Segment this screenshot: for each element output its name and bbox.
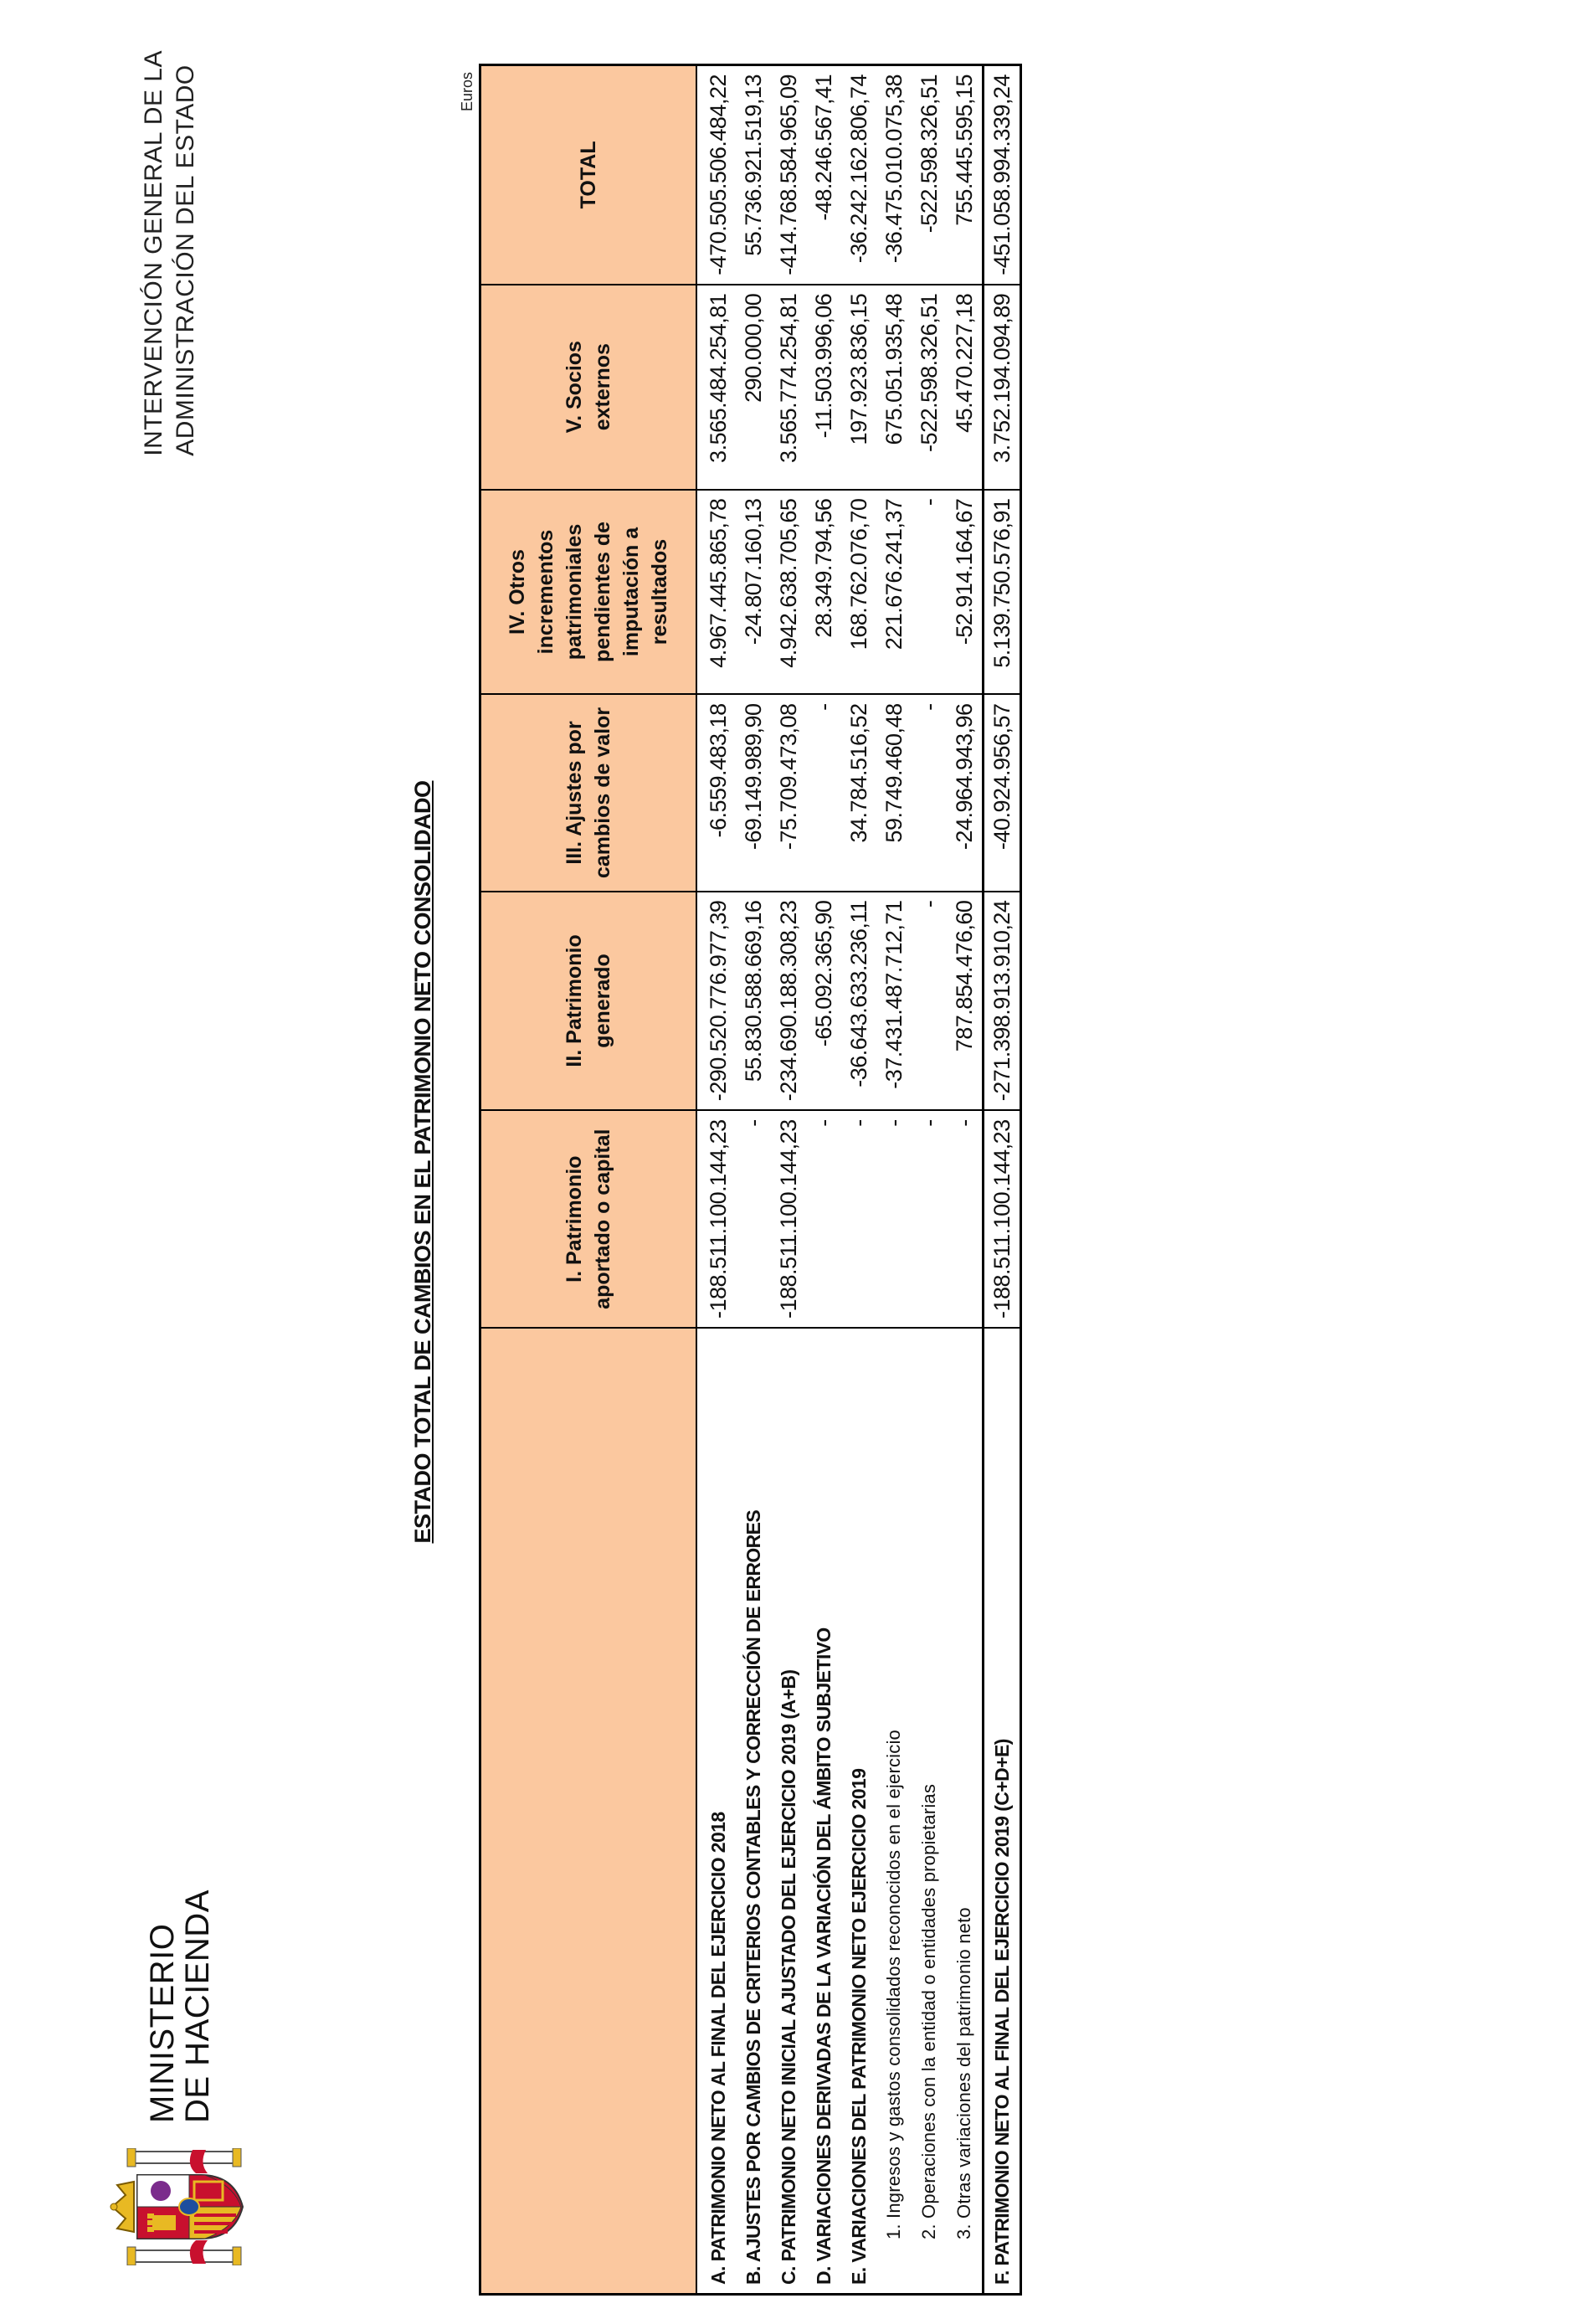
agency-line-1: INTERVENCIÓN GENERAL DE LA	[140, 50, 167, 456]
cell-value: 675.051.935,48	[876, 285, 912, 490]
row-label: 3. Otras variaciones del patrimonio neto	[947, 1328, 984, 2294]
cell-value: -52.914.164,67	[947, 490, 984, 695]
cell-value: -75.709.473,08	[771, 694, 806, 891]
cell-value: 3.752.194.094,89	[984, 285, 1021, 490]
cell-value: -11.503.996,06	[806, 285, 841, 490]
row-label: E. VARIACIONES DEL PATRIMONIO NETO EJERCICIO 2019	[841, 1328, 876, 2294]
table-row-total	[984, 65, 1021, 2295]
cell-value: -6.559.483,18	[696, 694, 736, 891]
cell-value: -	[912, 490, 947, 695]
column-header-capital: I. Patrimonio aportado o capital	[480, 1110, 697, 1328]
cell-value: -188.511.100.144,23	[696, 1110, 736, 1328]
table-row	[771, 65, 806, 2295]
ministry-header	[109, 1890, 251, 2265]
row-label: F. PATRIMONIO NETO AL FINAL DEL EJERCICIO 2019 (C+D+E)	[984, 1328, 1021, 2294]
cell-value: -	[912, 1110, 947, 1328]
table-row	[841, 65, 876, 2295]
cell-value: -290.520.776.977,39	[696, 892, 736, 1111]
cell-value: 55.830.588.669,16	[736, 892, 771, 1111]
cell-value: -40.924.956,57	[984, 694, 1021, 891]
cell-value: -24.964.943,96	[947, 694, 984, 891]
cell-value: -36.242.162.806,74	[841, 65, 876, 285]
cell-value: -48.246.567,41	[806, 65, 841, 285]
cell-value: 5.139.750.576,91	[984, 490, 1021, 695]
cell-value: 45.470.227,18	[947, 285, 984, 490]
column-header-value-adjustments: III. Ajustes por cambios de valor	[480, 694, 697, 891]
row-label: C. PATRIMONIO NETO INICIAL AJUSTADO DEL EJERCICIO 2019 (A+B)	[771, 1328, 806, 2294]
cell-value: 3.565.484.254,81	[696, 285, 736, 490]
cell-value: 221.676.241,37	[876, 490, 912, 695]
table-row	[696, 65, 736, 2295]
cell-value: 168.762.076,70	[841, 490, 876, 695]
cell-value: -	[912, 892, 947, 1111]
cell-value: 4.942.638.705,65	[771, 490, 806, 695]
cell-value: -522.598.326,51	[912, 285, 947, 490]
column-header-description	[480, 1328, 697, 2294]
row-label: D. VARIACIONES DERIVADAS DE LA VARIACIÓN DEL ÁMBITO SUBJETIVO	[806, 1328, 841, 2294]
table-header-row	[480, 65, 697, 2295]
cell-value: 59.749.460,48	[876, 694, 912, 891]
cell-value: -234.690.188.308,23	[771, 892, 806, 1111]
cell-value: -	[947, 1110, 984, 1328]
column-header-generated: II. Patrimonio generado	[480, 892, 697, 1111]
column-header-other-increments: IV. Otros incrementos patrimoniales pendientes de imputación a resultados	[480, 490, 697, 695]
cell-value: -24.807.160,13	[736, 490, 771, 695]
cell-value: 4.967.445.865,78	[696, 490, 736, 695]
cell-value: -36.475.010.075,38	[876, 65, 912, 285]
row-label: 1. Ingresos y gastos consolidados reconocidos en el ejercicio	[876, 1328, 912, 2294]
table-row	[912, 65, 947, 2295]
cell-value: -65.092.365,90	[806, 892, 841, 1111]
cell-value: -	[736, 1110, 771, 1328]
cell-value: -188.511.100.144,23	[984, 1110, 1021, 1328]
ministry-name	[145, 1890, 215, 2123]
units-label: Euros	[459, 72, 475, 112]
cell-value: -451.058.994.339,24	[984, 65, 1021, 285]
cell-value: 290.000,00	[736, 285, 771, 490]
table-row	[876, 65, 912, 2295]
cell-value: -188.511.100.144,23	[771, 1110, 806, 1328]
cell-value: -	[841, 1110, 876, 1328]
cell-value: -69.149.989,90	[736, 694, 771, 891]
cell-value: -522.598.326,51	[912, 65, 947, 285]
row-label: B. AJUSTES POR CAMBIOS DE CRITERIOS CONTABLES Y CORRECCIÓN DE ERRORES	[736, 1328, 771, 2294]
column-header-external-partners: V. Socios externos	[480, 285, 697, 490]
row-label: 2. Operaciones con la entidad o entidades propietarias	[912, 1328, 947, 2294]
cell-value: 28.349.794,56	[806, 490, 841, 695]
cell-value: -470.505.506.484,22	[696, 65, 736, 285]
cell-value: -36.643.633.236,11	[841, 892, 876, 1111]
cell-value: -	[912, 694, 947, 891]
agency-line-2: ADMINISTRACIÓN DEL ESTADO	[172, 64, 199, 456]
ministry-line-2: DE HACIENDA	[179, 1890, 216, 2123]
table-row	[736, 65, 771, 2295]
cell-value: -414.768.584.965,09	[771, 65, 806, 285]
cell-value: -37.431.487.712,71	[876, 892, 912, 1111]
row-label: A. PATRIMONIO NETO AL FINAL DEL EJERCICIO 2018	[696, 1328, 736, 2294]
cell-value: 787.854.476,60	[947, 892, 984, 1111]
ministry-line-1: MINISTERIO	[144, 1923, 181, 2123]
cell-value: 755.445.595,15	[947, 65, 984, 285]
cell-value: 3.565.774.254,81	[771, 285, 806, 490]
coat-of-arms-icon	[109, 2148, 251, 2265]
cell-value: -	[806, 1110, 841, 1328]
cell-value: 197.923.836,15	[841, 285, 876, 490]
cell-value: -	[806, 694, 841, 891]
cell-value: 55.736.921.519,13	[736, 65, 771, 285]
table-row	[806, 65, 841, 2295]
cell-value: -	[876, 1110, 912, 1328]
column-header-total: TOTAL	[480, 65, 697, 285]
equity-changes-table	[479, 64, 1022, 2296]
agency-name	[138, 50, 202, 456]
cell-value: 34.784.516,52	[841, 694, 876, 891]
cell-value: -271.398.913.910,24	[984, 892, 1021, 1111]
table-row	[947, 65, 984, 2295]
document-title: ESTADO TOTAL DE CAMBIOS EN EL PATRIMONIO NETO CONSOLIDADO	[410, 780, 435, 1544]
